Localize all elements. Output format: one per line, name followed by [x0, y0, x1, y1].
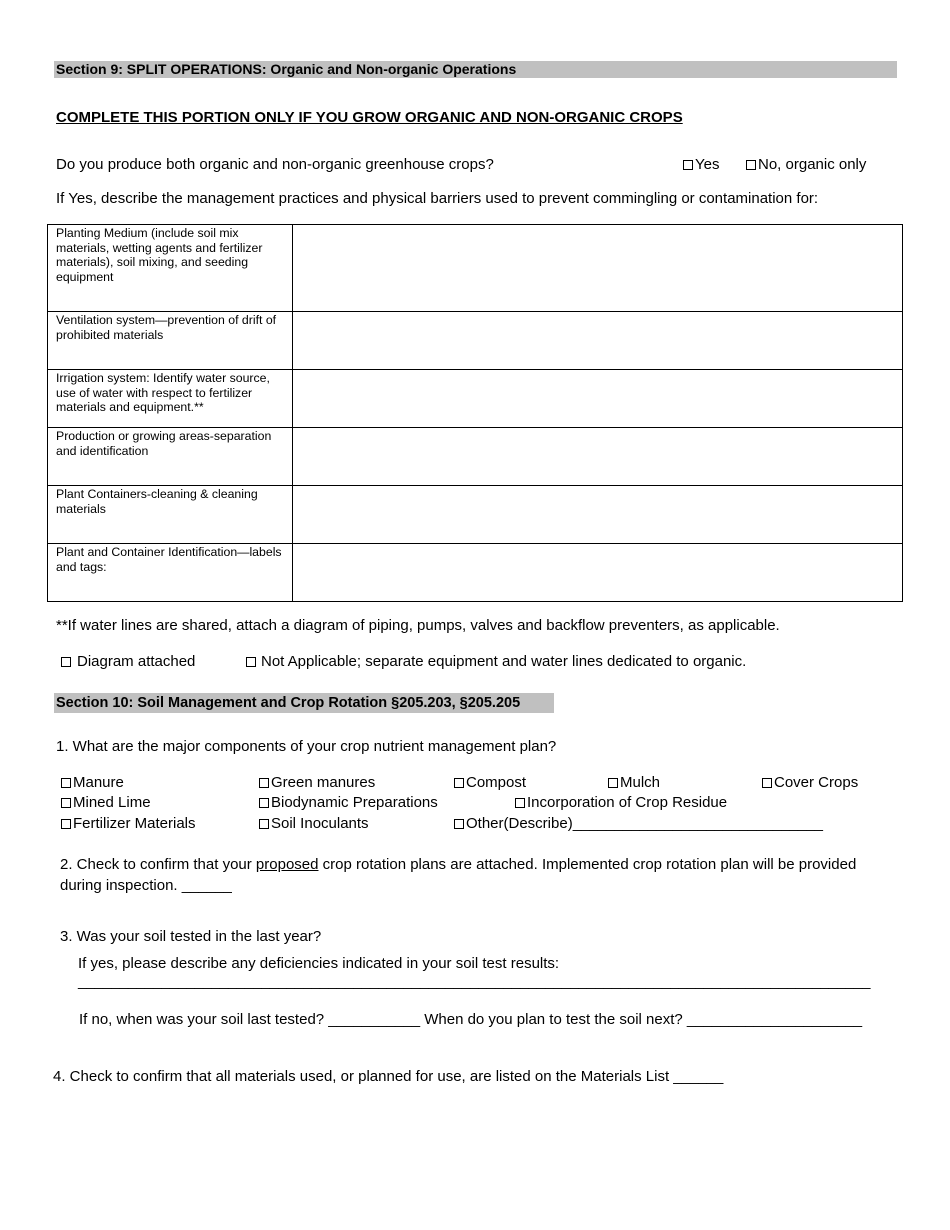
manure-label: Manure [73, 774, 124, 791]
soil-deficiencies-line[interactable]: _______________________________________________________________________________________________ [78, 973, 871, 990]
split-operations-heading: COMPLETE THIS PORTION ONLY IF YOU GROW ORGANIC AND NON-ORGANIC CROPS [56, 109, 683, 126]
diagram-attached-option[interactable] [61, 653, 195, 670]
no-checkbox[interactable] [746, 160, 756, 170]
crop-residue-label: Incorporation of Crop Residue [527, 794, 728, 811]
q2-proposed: proposed [255, 856, 319, 873]
ventilation-label: Ventilation system—prevention of drift of prohibited materials [48, 312, 293, 370]
mulch-option[interactable] [608, 774, 660, 791]
q2-text-start: 2. Check to confirm that your [60, 856, 256, 873]
production-areas-field[interactable] [293, 428, 903, 486]
crop-rotation-question [60, 856, 856, 873]
plant-containers-field[interactable] [293, 486, 903, 544]
yes-label: Yes [695, 156, 720, 173]
other-label: Other(Describe)______________________________ [466, 815, 823, 832]
mulch-checkbox[interactable] [608, 778, 618, 788]
planting-medium-label: Planting Medium (include soil mix materials, wetting agents and fertilizer materials), soil mixing, and seeding equipment [48, 225, 293, 312]
no-label: No, organic only [758, 156, 867, 173]
describe-instruction: If Yes, describe the management practices and physical barriers used to prevent commingling or contamination for: [56, 190, 819, 207]
fertilizer-checkbox[interactable] [61, 819, 71, 829]
fertilizer-label: Fertilizer Materials [73, 815, 196, 832]
compost-checkbox[interactable] [454, 778, 464, 788]
yes-option[interactable] [683, 156, 719, 173]
table-row [48, 370, 903, 428]
table-row [48, 312, 903, 370]
soil-test-question: 3. Was your soil tested in the last year? [60, 928, 322, 945]
green-manures-checkbox[interactable] [259, 778, 269, 788]
not-applicable-label: Not Applicable; separate equipment and water lines dedicated to organic. [261, 653, 747, 670]
section-10-title: Section 10: Soil Management and Crop Rotation §205.203, §205.205 [54, 693, 554, 713]
compost-label: Compost [466, 774, 527, 791]
crop-residue-checkbox[interactable] [515, 798, 525, 808]
green-manures-option[interactable] [259, 774, 375, 791]
biodynamic-label: Biodynamic Preparations [271, 794, 438, 811]
biodynamic-option[interactable] [259, 794, 438, 811]
other-checkbox[interactable] [454, 819, 464, 829]
ventilation-field[interactable] [293, 312, 903, 370]
crop-rotation-question-line2: during inspection. ______ [60, 877, 232, 894]
irrigation-field[interactable] [293, 370, 903, 428]
green-manures-label: Green manures [271, 774, 376, 791]
yes-checkbox[interactable] [683, 160, 693, 170]
crop-residue-option[interactable] [515, 794, 727, 811]
identification-field[interactable] [293, 544, 903, 602]
mined-lime-checkbox[interactable] [61, 798, 71, 808]
greenhouse-crops-question: Do you produce both organic and non-organic greenhouse crops? [56, 156, 494, 173]
compost-option[interactable] [454, 774, 526, 791]
section-9-title: Section 9: SPLIT OPERATIONS: Organic and Non-organic Operations [54, 61, 897, 78]
identification-label: Plant and Container Identification—labels and tags: [48, 544, 293, 602]
cover-crops-label: Cover Crops [774, 774, 859, 791]
materials-list-question: 4. Check to confirm that all materials used, or planned for use, are listed on the Materials List ______ [53, 1068, 724, 1085]
planting-medium-field[interactable] [293, 225, 903, 312]
irrigation-label: Irrigation system: Identify water source, use of water with respect to fertilizer materials and equipment.** [48, 370, 293, 428]
q2-text-end: crop rotation plans are attached. Implemented crop rotation plan will be provided [318, 856, 857, 873]
mulch-label: Mulch [620, 774, 661, 791]
table-row [48, 544, 903, 602]
table-row [48, 486, 903, 544]
water-lines-note: **If water lines are shared, attach a diagram of piping, pumps, valves and backflow preventers, as applicable. [56, 617, 780, 634]
table-row [48, 428, 903, 486]
inoculants-checkbox[interactable] [259, 819, 269, 829]
manure-checkbox[interactable] [61, 778, 71, 788]
cover-crops-option[interactable] [762, 774, 858, 791]
inoculants-label: Soil Inoculants [271, 815, 369, 832]
inoculants-option[interactable] [259, 815, 369, 832]
soil-deficiencies-prompt: If yes, please describe any deficiencies indicated in your soil test results: [78, 955, 560, 972]
mined-lime-option[interactable] [61, 794, 151, 811]
manure-option[interactable] [61, 774, 124, 791]
cover-crops-checkbox[interactable] [762, 778, 772, 788]
fertilizer-option[interactable] [61, 815, 196, 832]
production-areas-label: Production or growing areas-separation and identification [48, 428, 293, 486]
plant-containers-label: Plant Containers-cleaning & cleaning materials [48, 486, 293, 544]
mined-lime-label: Mined Lime [73, 794, 151, 811]
biodynamic-checkbox[interactable] [259, 798, 269, 808]
diagram-attached-label: Diagram attached [77, 653, 196, 670]
nutrient-plan-question: 1. What are the major components of your crop nutrient management plan? [56, 738, 557, 755]
soil-last-tested-prompt: If no, when was your soil last tested? ___________ When do you plan to test the soil next? _____________________ [79, 1011, 863, 1028]
other-option[interactable] [454, 815, 823, 832]
practices-table [47, 224, 903, 602]
table-row [48, 225, 903, 312]
not-applicable-checkbox[interactable] [246, 657, 256, 667]
no-option[interactable] [746, 156, 866, 173]
diagram-attached-checkbox[interactable] [61, 657, 71, 667]
not-applicable-option[interactable] [246, 653, 746, 670]
